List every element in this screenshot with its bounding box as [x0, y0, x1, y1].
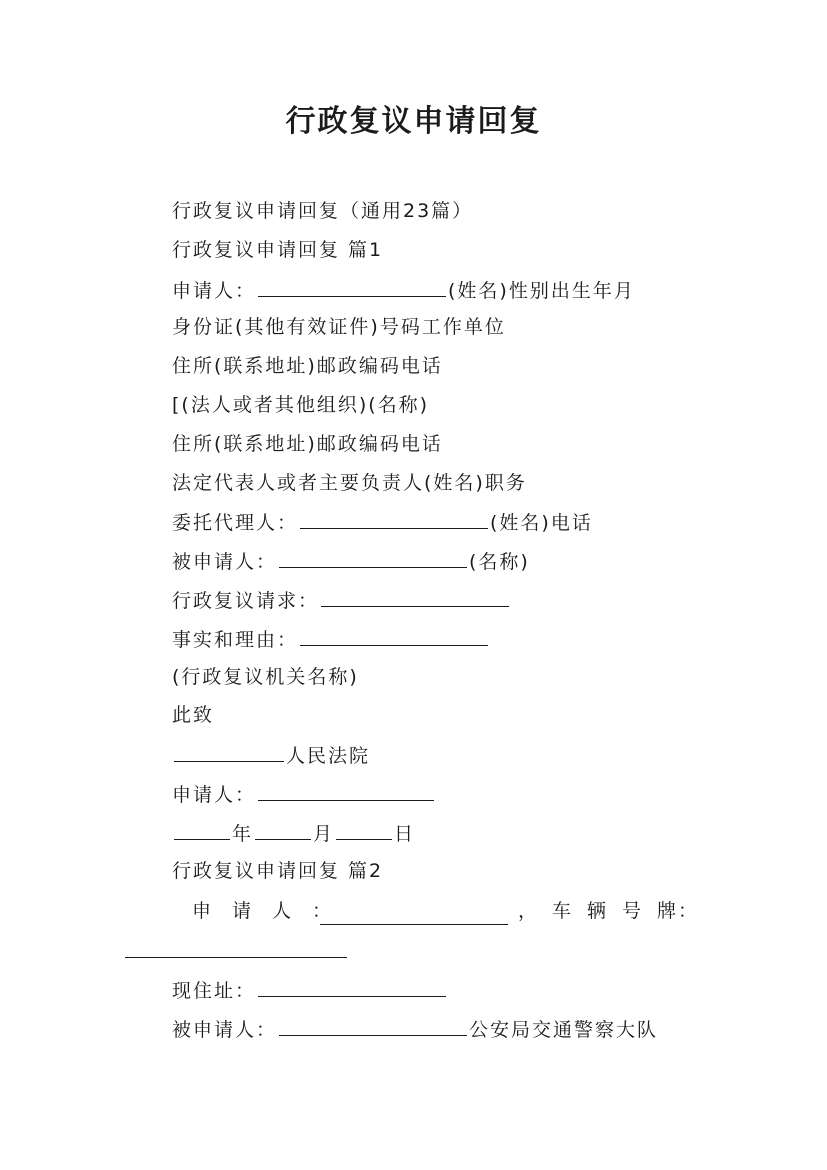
comma: ， [518, 900, 538, 922]
body-line-7: 法定代表人或者主要负责人(姓名)职务 [172, 471, 527, 494]
fill-in-blank [321, 580, 509, 607]
fill-in-blank [258, 970, 446, 997]
document-title: 行政复议申请回复 [285, 104, 542, 139]
plate-label-char: 辆 [587, 900, 607, 922]
body-line-0: 行政复议申请回复（通用23篇） [172, 200, 474, 222]
applicant-label-char: 人 [272, 900, 292, 922]
field-label: 现住址： [172, 980, 257, 1002]
body-line-8 [172, 502, 702, 541]
field-label: 被申请人： [172, 551, 278, 574]
field-label: 申请人： [172, 279, 257, 302]
applicant-label-char: 请 [232, 900, 252, 922]
fill-in-blank [300, 619, 488, 646]
body-line-17: 行政复议申请回复 篇2 [172, 859, 384, 882]
plate-number-blank [125, 931, 347, 958]
year-blank [174, 813, 230, 840]
year-label: 年 [232, 822, 254, 845]
fill-in-blank [258, 774, 434, 801]
body-line-14 [172, 735, 702, 774]
day-label: 日 [394, 822, 416, 845]
applicant-blank [320, 898, 508, 925]
field-suffix: (姓名)电话 [490, 512, 593, 535]
body-line-2 [172, 270, 702, 309]
body-line-16 [172, 813, 702, 852]
field-label: 申请人： [172, 783, 257, 806]
plate-number-blank-line [125, 931, 347, 970]
body-line-6: 住所(联系地址)邮政编码电话 [172, 432, 443, 455]
day-blank [336, 813, 392, 840]
field-suffix: 人民法院 [286, 745, 371, 768]
fill-in-blank [279, 541, 467, 568]
field-suffix: (姓名)性别出生年月 [448, 279, 635, 302]
body-line-15 [172, 774, 702, 813]
body-line-9 [172, 541, 702, 580]
tail-line-1 [172, 1009, 702, 1048]
body-line-13: 此致 [172, 704, 215, 727]
fill-in-blank [279, 1009, 467, 1036]
document-body [172, 192, 702, 890]
field-label: 行政复议请求： [172, 589, 320, 612]
field-label: 委托代理人： [172, 512, 299, 535]
plate-label-char: 牌 [657, 900, 677, 922]
plate-label-char: 车 [552, 900, 572, 922]
document-body-continued [172, 970, 702, 1048]
body-line-12: (行政复议机关名称) [172, 665, 359, 688]
month-label: 月 [313, 822, 335, 845]
tail-line-0 [172, 970, 702, 1009]
applicant-label-char: 申 [192, 900, 212, 922]
applicant-label-char: ： [312, 900, 332, 922]
body-line-11 [172, 619, 702, 658]
body-line-10 [172, 580, 702, 619]
field-suffix: (名称) [469, 551, 530, 574]
body-line-4: 住所(联系地址)邮政编码电话 [172, 355, 443, 378]
field-label: 被申请人： [172, 1018, 278, 1041]
body-line-1: 行政复议申请回复 篇1 [172, 238, 384, 261]
fill-in-blank [258, 270, 446, 297]
body-line-5: [(法人或者其他组织)(名称) [172, 393, 430, 416]
fill-in-blank [300, 502, 488, 529]
fill-in-blank [174, 735, 284, 762]
field-suffix: 公安局交通警察大队 [469, 1018, 659, 1041]
field-label: 事实和理由： [172, 628, 299, 651]
applicant-plate-line [172, 892, 698, 931]
plate-label-char: 号 [622, 900, 642, 922]
plate-label-char: ： [678, 900, 698, 922]
month-blank [255, 813, 311, 840]
body-line-3: 身份证(其他有效证件)号码工作单位 [172, 316, 506, 339]
